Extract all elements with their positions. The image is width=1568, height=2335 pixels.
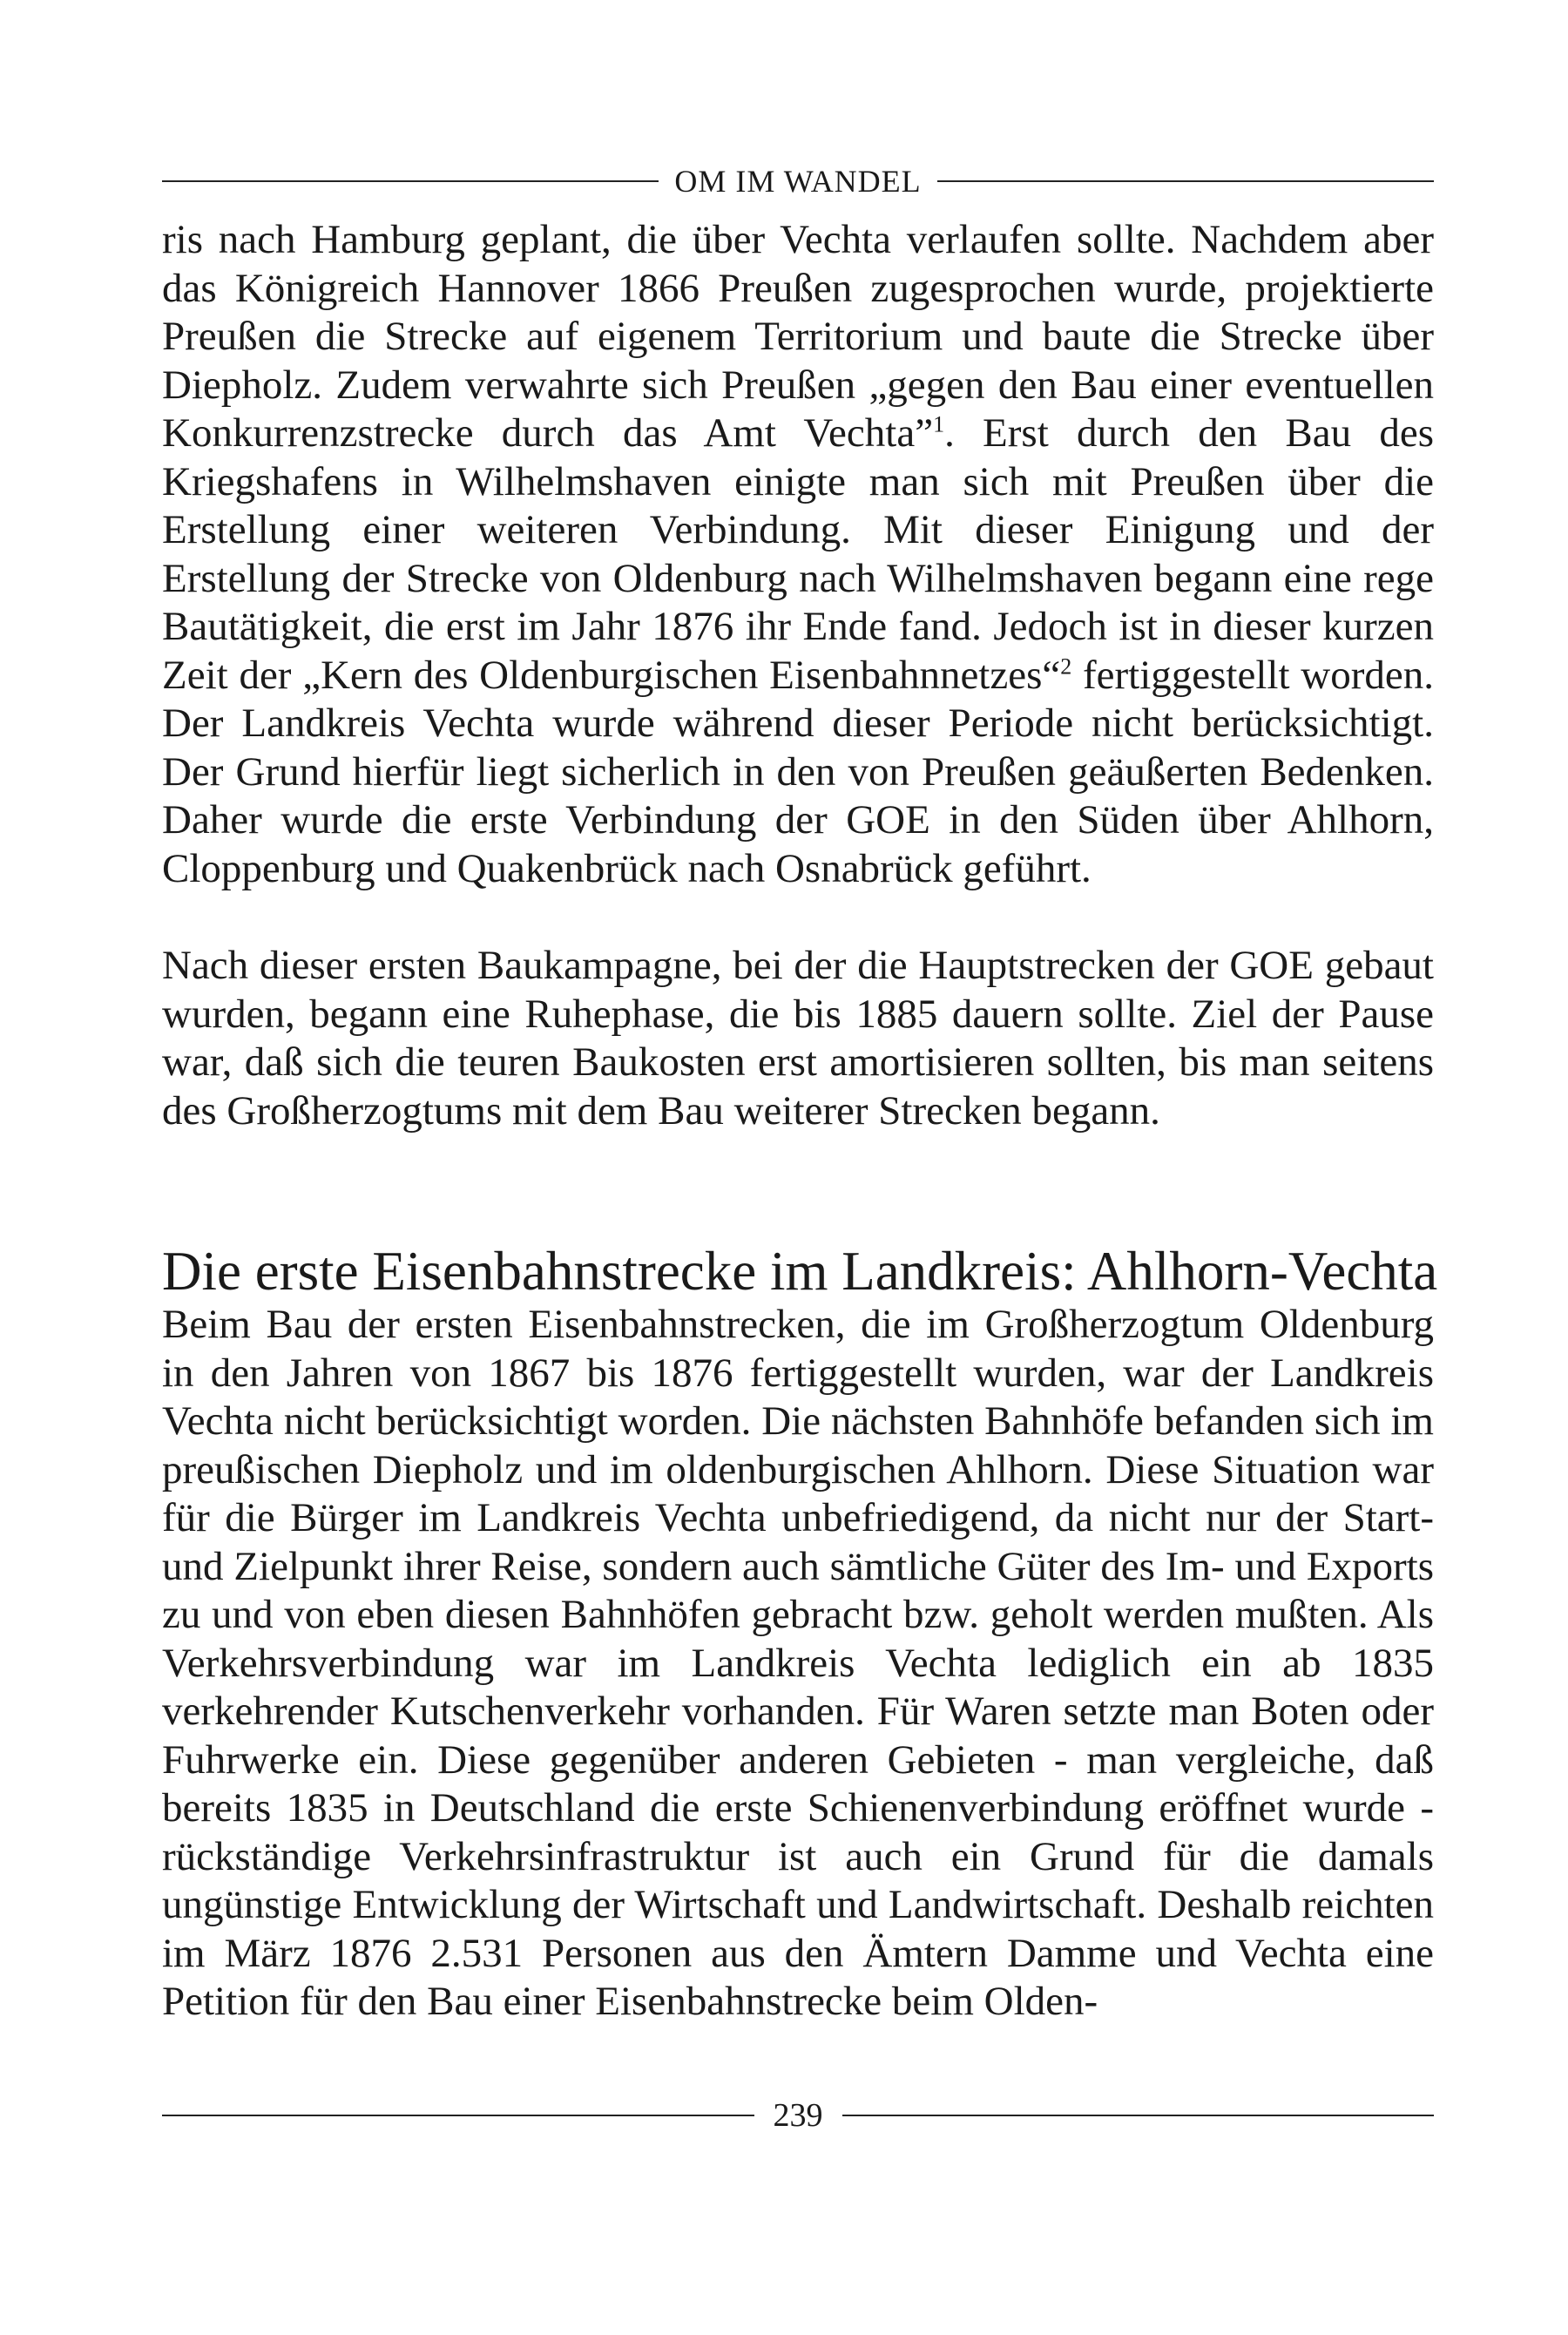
paragraph-1-text-c: fertiggestellt worden. Der Landkreis Vechta wurde während dieser Periode nicht berücksichtigt. Der Grund hierfür liegt sicherlich in den von Preußen geäußerten Bedenken. Daher wurde die erste Verbindung der GOE in den Süden über Ahlhorn, Cloppenburg und Quakenbrück nach Osnabrück geführt. — [162, 652, 1434, 891]
footer-rule-right — [842, 2115, 1435, 2116]
paragraph-1 — [162, 216, 1434, 893]
paragraph-1-text-b: . Erst durch den Bau des Kriegshafens in Wilhelmshaven einigte man sich mit Preußen über die Erstellung einer weiteren Verbindung. Mit dieser Einigung und der Erstellung der Strecke von Oldenburg nach Wilhelmshaven begann eine rege Bautätigkeit, die erst im Jahr 1876 ihr Ende fand. Jedoch ist in dieser kurzen Zeit der „Kern des Oldenburgischen Eisenbahnnetzes“ — [162, 410, 1434, 698]
paragraph-2 — [162, 942, 1434, 1135]
footnote-ref-1: 1 — [933, 411, 945, 437]
header-rule-right — [937, 180, 1434, 182]
page-footer — [162, 2089, 1434, 2142]
footnote-ref-2: 2 — [1060, 653, 1072, 679]
footer-rule-left — [162, 2115, 754, 2116]
section-heading: Die erste Eisenbahnstrecke im Landkreis: Ahlhorn-Vechta — [162, 1241, 1438, 1302]
section-paragraph-text: Beim Bau der ersten Eisenbahnstrecken, die im Großherzogtum Oldenburg in den Jahren von 1867 bis 1876 fertiggestellt wurden, war der Landkreis Vechta nicht berücksichtigt worden. Die nächsten Bahnhöfe befanden sich im preußischen Diepholz und im oldenburgischen Ahlhorn. Diese Situation war für die Bürger im Landkreis Vechta unbefriedigend, da nicht nur der Start- und Zielpunkt ihrer Reise, sondern auch sämtliche Güter des Im- und Exports zu und von eben diesen Bahnhöfen gebracht bzw. geholt werden mußten. Als Verkehrsverbindung war im Landkreis Vechta lediglich ein ab 1835 verkehrender Kutschenverkehr vorhanden. Für Waren setzte man Boten oder Fuhrwerke ein. Diese gegenüber anderen Gebieten - man vergleiche, daß bereits 1835 in Deutschland die erste Schienenverbindung eröffnet wurde - rückständige Verkehrsinfrastruktur ist auch ein Grund für die damals ungünstige Entwicklung der Wirtschaft und Landwirtschaft. Deshalb reichten im März 1876 2.531 Personen aus den Ämtern Damme und Vechta eine Petition für den Bau einer Eisenbahnstrecke beim Olden- — [162, 1302, 1434, 2024]
paragraph-2-text: Nach dieser ersten Baukampagne, bei der die Hauptstrecken der GOE gebaut wurden, begann eine Ruhephase, die bis 1885 dauern sollte. Ziel der Pause war, daß sich die teuren Baukosten erst amortisieren sollten, bis man seitens des Großherzogtums mit dem Bau weiterer Strecken begann. — [162, 943, 1434, 1134]
running-title: OM IM WANDEL — [674, 164, 922, 199]
paragraph-1-text-a: ris nach Hamburg geplant, die über Vechta verlaufen sollte. Nachdem aber das Königreich Hannover 1866 Preußen zugesprochen wurde, projektierte Preußen die Strecke auf eigenem Territorium und baute die Strecke über Diepholz. Zudem verwahrte sich Preußen „gegen den Bau einer eventuellen Konkurrenzstrecke durch das Amt Vechta” — [162, 217, 1434, 456]
header-rule-left — [162, 180, 659, 182]
running-header — [162, 155, 1434, 207]
section-paragraph — [162, 1301, 1434, 2027]
page-number: 239 — [773, 2097, 823, 2134]
